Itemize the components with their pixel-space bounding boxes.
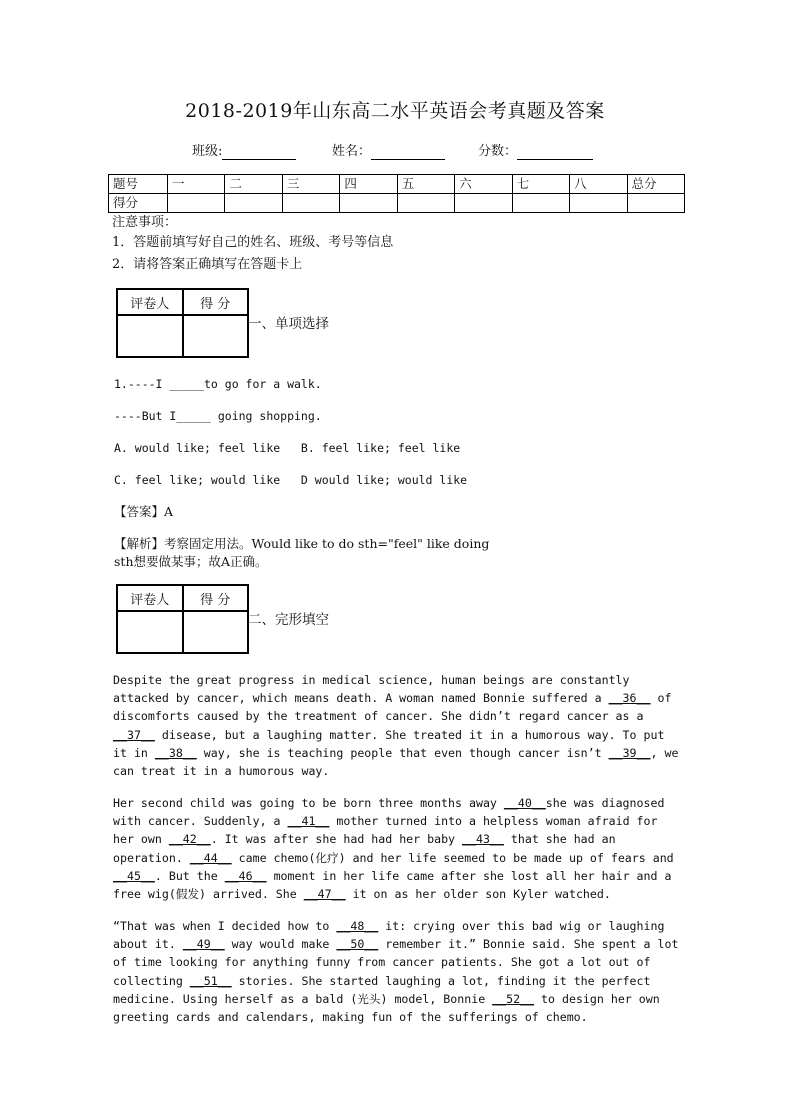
score-header-cell: 八: [570, 175, 627, 194]
passage-text: attacked by cancer, which means death. A woman named Bonnie suffered a: [113, 691, 609, 706]
notes-item-1: 1．答题前填写好自己的姓名、班级、考号等信息: [112, 235, 394, 250]
score-header-cell: 六: [455, 175, 512, 194]
score-table: [108, 174, 685, 213]
grader-score-cell[interactable]: [183, 315, 249, 357]
passage-text: mother turned into a helpless woman afraid for her own: [113, 814, 658, 847]
score-cell[interactable]: [397, 194, 454, 213]
grader-label: 评卷人: [117, 289, 183, 315]
passage-text: she was diagnosed with cancer. Suddenly, a: [113, 796, 665, 829]
score-blank[interactable]: [517, 144, 593, 160]
passage-text: to design her own greeting cards and calendars, making fun of the sufferings of chemo.: [113, 991, 660, 1025]
blank-44[interactable]: __44__: [189, 850, 232, 865]
name-field: [332, 140, 445, 160]
blank-48[interactable]: __48__: [336, 919, 379, 933]
passage-text: “That was when I decided how to: [113, 919, 337, 933]
passage-paragraph-2: [113, 794, 683, 903]
class-blank[interactable]: [222, 144, 296, 160]
passage-text: way, she is teaching people that even though cancer isn’t: [196, 745, 609, 760]
score-header-cell: 四: [340, 175, 397, 194]
passage-text: stories. She started laughing a lot, finding it the perfect medicine. Using herself as a bald (光头) model, Bonnie: [113, 973, 651, 1006]
blank-51[interactable]: __51__: [189, 973, 232, 988]
name-blank[interactable]: [371, 144, 445, 160]
score-cell[interactable]: [570, 194, 627, 213]
class-label: 班级:: [192, 144, 223, 159]
blank-50[interactable]: __50__: [336, 937, 379, 952]
analysis-line-1: 【解析】考察固定用法。Would like to do sth="feel" like doing: [114, 536, 490, 551]
score-label: 分数：: [478, 144, 518, 159]
grader-label: 评卷人: [117, 585, 183, 611]
grader-score-label: 得 分: [183, 289, 249, 315]
blank-40[interactable]: __40__: [503, 796, 546, 810]
grader-name-cell[interactable]: [117, 611, 183, 653]
passage-text: disease, but a laughing matter. She treated it in a humorous way. To put it in: [113, 727, 665, 760]
question-1-options-cd: C. feel like; would like D would like; would like: [114, 473, 468, 487]
question-1-line-2: ----But I_____ going shopping.: [114, 409, 322, 423]
blank-49[interactable]: __49__: [182, 937, 225, 952]
question-1-line-1: 1.----I _____to go for a walk.: [114, 377, 322, 391]
passage-text: way would make: [224, 937, 337, 952]
score-header-cell: 五: [397, 175, 454, 194]
passage-text: Her second child was going to be born three months away: [113, 796, 504, 810]
score-cell[interactable]: [340, 194, 397, 213]
section-2-title: 二、完形填空: [248, 612, 329, 628]
passage-text: came chemo(化疗) and her life seemed to be made up of fears and: [231, 850, 674, 865]
passage-text: Despite the great progress in medical science, human beings are constantly: [113, 673, 630, 687]
blank-43[interactable]: __43__: [462, 832, 504, 847]
score-cell[interactable]: [225, 194, 282, 213]
passage-text: moment in her life came after she lost all her hair and a free wig(假发) arrived. She: [113, 868, 672, 902]
passage-text: , we can treat it in a humorous way.: [113, 745, 679, 779]
blank-46[interactable]: __46__: [224, 868, 267, 883]
name-label: 姓名：: [332, 144, 372, 159]
grader-name-cell[interactable]: [117, 315, 183, 357]
score-header-cell: 二: [225, 175, 282, 194]
score-cell[interactable]: [282, 194, 339, 213]
passage-text: . It was after she had had her baby: [210, 832, 463, 847]
analysis-line-2: sth想要做某事；故A正确。: [114, 554, 268, 569]
score-cell[interactable]: [455, 194, 512, 213]
blank-38[interactable]: __38__: [154, 745, 197, 760]
score-header-cell: 一: [168, 175, 225, 194]
blank-45[interactable]: __45__: [113, 868, 155, 883]
passage-text: that she had an operation.: [113, 832, 616, 865]
score-table-score-row: [109, 194, 685, 213]
score-table-header-row: [109, 175, 685, 194]
score-header-cell: 三: [282, 175, 339, 194]
blank-37[interactable]: __37__: [113, 727, 155, 742]
page-title: 2018-2019年山东高二水平英语会考真题及答案: [185, 100, 605, 122]
score-header-cell: 题号: [109, 175, 168, 194]
score-header-cell: 总分: [627, 175, 685, 194]
blank-39[interactable]: __39__: [608, 745, 651, 760]
blank-36[interactable]: __36__: [608, 691, 651, 706]
answer-label: 【答案】A: [114, 504, 174, 519]
grader-score-label: 得 分: [183, 585, 249, 611]
class-field: [192, 140, 296, 160]
passage-text: it on as her older son Kyler watched.: [345, 887, 611, 902]
blank-52[interactable]: __52__: [492, 991, 535, 1006]
grader-table-1: [116, 288, 249, 358]
notes-item-2: 2．请将答案正确填写在答题卡上: [112, 257, 303, 272]
score-row-label: 得分: [109, 194, 168, 213]
passage-text: remember it.” Bonnie said. She spent a lot of time looking for anything funny from cancer patients. She got a lot out of collecting: [113, 937, 679, 988]
passage-text: it: crying over this bad wig or laughing about it.: [113, 919, 665, 952]
score-cell[interactable]: [168, 194, 225, 213]
blank-47[interactable]: __47__: [303, 887, 346, 902]
passage-text: of discomforts caused by the treatment of cancer. She didn’t regard cancer as a: [113, 691, 672, 724]
notes-heading: 注意事项：: [112, 215, 178, 230]
grader-table-2: [116, 584, 249, 654]
passage-paragraph-1: [113, 671, 683, 780]
passage-paragraph-3: [113, 917, 683, 1026]
section-1-title: 一、单项选择: [248, 316, 329, 332]
score-field: [478, 140, 593, 160]
passage-text: . But the: [154, 868, 225, 883]
blank-42[interactable]: __42__: [168, 832, 211, 847]
grader-score-cell[interactable]: [183, 611, 249, 653]
score-cell[interactable]: [512, 194, 569, 213]
blank-41[interactable]: __41__: [287, 814, 330, 829]
question-1-options-ab: A. would like; feel like B. feel like; feel like: [114, 441, 461, 455]
score-header-cell: 七: [512, 175, 569, 194]
score-cell[interactable]: [627, 194, 685, 213]
